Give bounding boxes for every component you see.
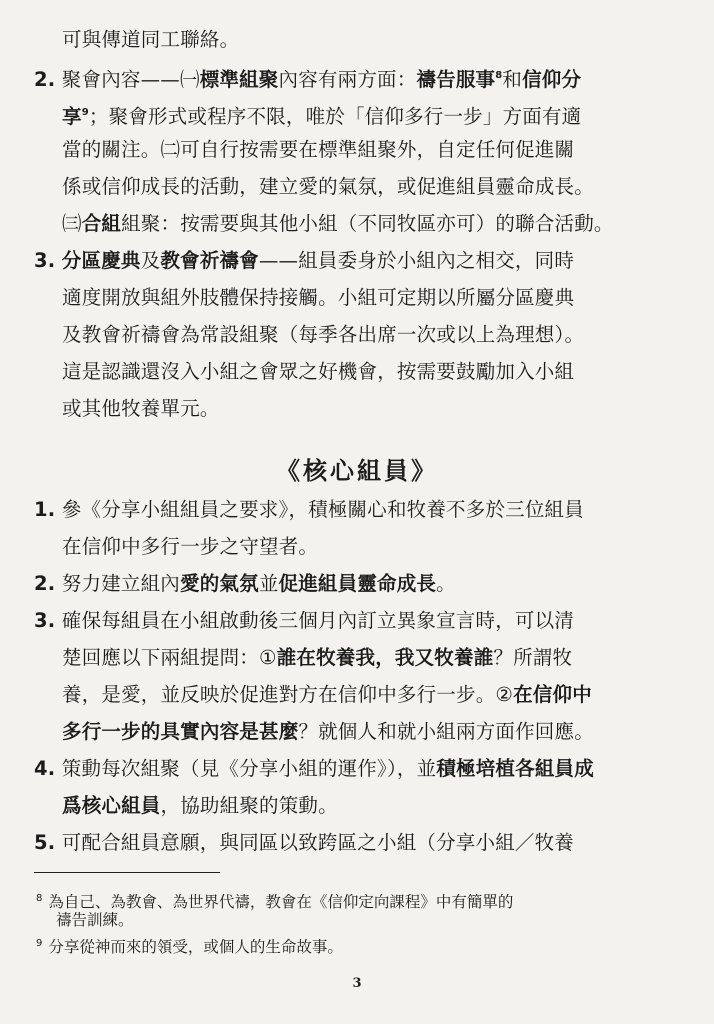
page-number: 3 bbox=[352, 976, 362, 991]
footnote-text: 禱告訓練。 bbox=[56, 911, 134, 929]
bold-term: 在信仰中 bbox=[513, 683, 592, 706]
core-item-4-line-1 bbox=[34, 756, 594, 782]
text-segment: ——組員委身於小組內之相交，同時 bbox=[258, 249, 575, 272]
text-segment: 當的關注。㈡可自行按需要在標準組聚外，自定任何促進關 bbox=[62, 138, 575, 161]
core-item-4-line-2 bbox=[62, 793, 338, 819]
text-segment: ？就個人和就小組兩方面作回應。 bbox=[298, 720, 594, 743]
footnote-ref: 9 bbox=[81, 107, 89, 118]
core-item-5-line-1 bbox=[34, 830, 574, 856]
footnote-ref: 8 bbox=[495, 70, 503, 81]
bold-term: 分區慶典 bbox=[61, 249, 141, 272]
text-segment: 聚會內容——㈠ bbox=[61, 68, 200, 91]
section-heading: 《核心組員》 bbox=[276, 457, 438, 485]
list-number: 3. bbox=[34, 609, 56, 632]
text-segment: 及 bbox=[140, 249, 161, 272]
list-number: 2. bbox=[34, 572, 56, 595]
text-segment: 可與傳道同工聯絡。 bbox=[62, 28, 240, 51]
bold-term: 愛的氣氛 bbox=[180, 572, 259, 595]
bold-term: 誰在牧養我，我又牧養誰 bbox=[276, 646, 494, 669]
bold-term: 爲核心組員 bbox=[62, 794, 161, 817]
footnote-divider bbox=[34, 872, 220, 873]
list-item-2-line-3 bbox=[62, 137, 574, 163]
core-item-3-line-1 bbox=[34, 608, 574, 634]
list-item-2-line-5 bbox=[62, 211, 614, 237]
core-item-2-line-1 bbox=[34, 571, 456, 597]
core-item-1-line-1 bbox=[34, 497, 584, 523]
bold-term: 禱告服事 bbox=[416, 68, 496, 91]
text-segment: 和 bbox=[502, 68, 523, 91]
text-segment: 內容有兩方面： bbox=[278, 68, 417, 91]
text-segment: 及教會祈禱會為常設組聚（每季各出席一次或以上為理想）。 bbox=[62, 323, 585, 346]
list-number: 5. bbox=[34, 831, 56, 854]
footnote-marker: 9 bbox=[36, 938, 43, 949]
text-segment: 在信仰中多行一步之守望者。 bbox=[62, 535, 319, 558]
text-segment: 或其他牧養單元。 bbox=[62, 397, 220, 420]
list-number: 3. bbox=[34, 249, 56, 272]
text-segment: 養，是愛，並反映於促進對方在信仰中多行一步。② bbox=[62, 683, 514, 706]
bold-term: 促進組員靈命成長 bbox=[278, 572, 437, 595]
core-item-1-line-2 bbox=[62, 534, 318, 560]
list-item-3-line-4 bbox=[62, 359, 574, 385]
list-item-3-line-3 bbox=[62, 322, 584, 348]
list-item-3-line-2 bbox=[62, 285, 574, 311]
text-segment: 組聚：按需要與其他小組（不同牧區亦可）的聯合活動。 bbox=[121, 212, 614, 235]
list-number: 1. bbox=[34, 498, 56, 521]
list-number: 2. bbox=[34, 68, 56, 91]
list-item-2-line-1 bbox=[34, 63, 581, 93]
list-number: 4. bbox=[34, 757, 56, 780]
core-item-3-line-3 bbox=[62, 682, 592, 708]
text-segment: ？所謂牧 bbox=[493, 646, 573, 669]
text-segment: 楚回應以下兩組提問：① bbox=[62, 646, 277, 669]
bold-term: 享 bbox=[62, 105, 82, 128]
text-segment: ；聚會形式或程序不限，唯於「信仰多行一步」方面有適 bbox=[88, 105, 582, 128]
core-item-3-line-4 bbox=[62, 719, 594, 745]
footnote-9 bbox=[36, 933, 343, 958]
text-segment: 策動每次組聚（見《分享小組的運作》），並 bbox=[61, 757, 437, 780]
text-segment: 並 bbox=[258, 572, 279, 595]
bold-term: 信仰分 bbox=[522, 68, 582, 91]
text-segment: 確保每組員在小組啟動後三個月內訂立異象宣言時，可以清 bbox=[61, 609, 574, 632]
text-segment: 可配合組員意願，與同區以致跨區之小組（分享小組／牧養 bbox=[61, 831, 574, 854]
text-segment: 努力建立組內 bbox=[61, 572, 180, 595]
bold-term: 合組 bbox=[81, 212, 122, 235]
bold-term: 標準組聚 bbox=[199, 68, 279, 91]
text-segment: 適度開放與組外肢體保持接觸。小組可定期以所屬分區慶典 bbox=[62, 286, 575, 309]
text-segment: 這是認識還沒入小組之會眾之好機會，按需要鼓勵加入小組 bbox=[62, 360, 575, 383]
text-line bbox=[62, 27, 239, 53]
list-item-3-line-1 bbox=[34, 248, 574, 274]
text-segment: ，協助組聚的策動。 bbox=[160, 794, 338, 817]
bold-term: 多行一步的具實內容是甚麼 bbox=[62, 720, 299, 743]
list-item-2-line-2 bbox=[62, 100, 581, 130]
footnote-8-line-2 bbox=[56, 910, 134, 931]
footnote-marker: 8 bbox=[36, 893, 43, 904]
list-item-2-line-4 bbox=[62, 174, 594, 200]
footnote-text: 分享從神而來的領受，或個人的生命故事。 bbox=[48, 938, 343, 956]
list-item-3-line-5 bbox=[62, 396, 220, 422]
core-item-3-line-2 bbox=[62, 645, 572, 671]
bold-term: 教會祈禱會 bbox=[160, 249, 259, 272]
footnote-text: 為自己、為教會、為世界代禱，教會在《信仰定向課程》中有簡單的 bbox=[48, 893, 514, 911]
text-segment: 係或信仰成長的活動，建立愛的氣氛，或促進組員靈命成長。 bbox=[62, 175, 594, 198]
bold-term: 積極培植各組員成 bbox=[436, 757, 594, 780]
text-segment: 參《分享小組組員之要求》，積極關心和牧養不多於三位組員 bbox=[61, 498, 584, 521]
text-segment: ㈢ bbox=[62, 212, 82, 235]
text-segment: 。 bbox=[436, 572, 456, 595]
